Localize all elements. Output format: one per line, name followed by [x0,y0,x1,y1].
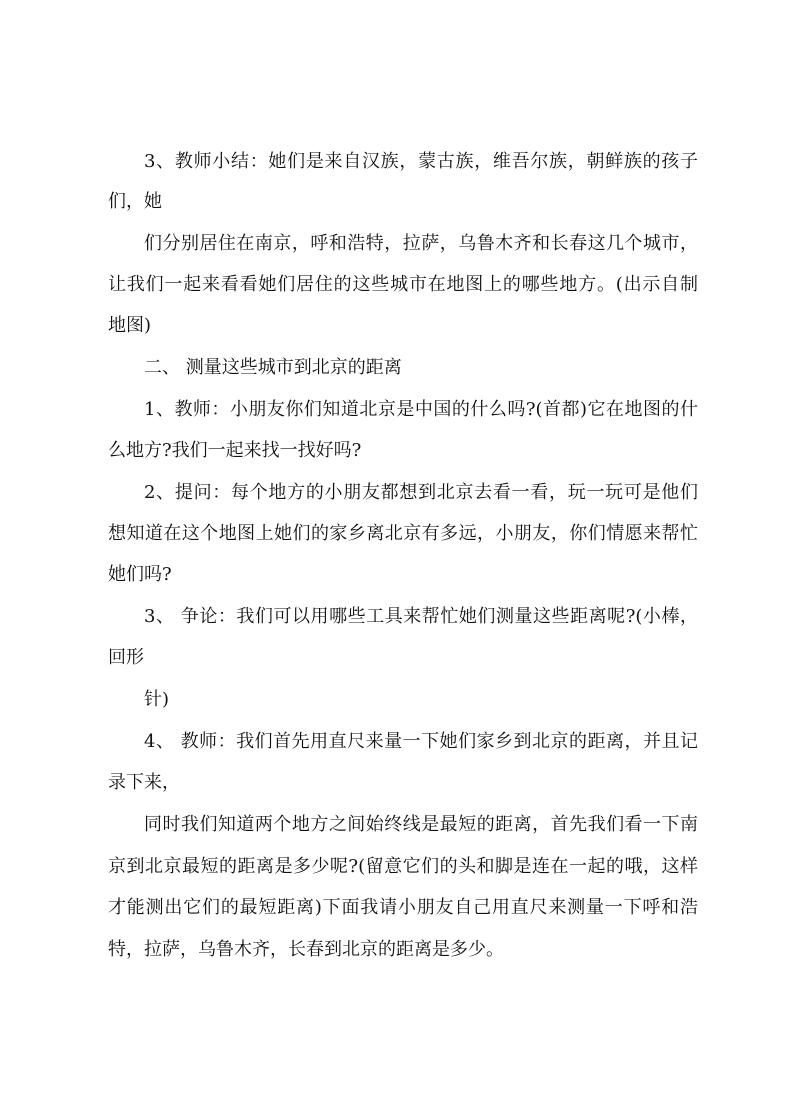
paragraph-line: 4、 教师：我们首先用直尺来量一下她们家乡到北京的距离，并且记 [144,731,698,752]
paragraph-line: 们，她 [108,191,162,212]
paragraph-line: 想知道在这个地图上她们的家乡离北京有多远，小朋友，你们情愿来帮忙 [108,523,698,544]
paragraph-line: 同时我们知道两个地方之间始终线是最短的距离，首先我们看一下南 [144,814,698,835]
paragraph-line: 特，拉萨，乌鲁木齐，长春到北京的距离是多少。 [108,939,504,960]
paragraph-line: 么地方?我们一起来找一找好吗? [108,440,362,461]
paragraph-line: 让我们一起来看看她们居住的这些城市在地图上的哪些地方。(出示自制 [108,274,698,295]
paragraph-line: 她们吗? [108,564,172,585]
paragraph-line: 京到北京最短的距离是多少呢?(留意它们的头和脚是连在一起的哦，这样 [108,856,698,877]
paragraph-line: 才能测出它们的最短距离)下面我请小朋友自己用直尺来测量一下呼和浩 [108,897,698,918]
paragraph-line: 录下来， [108,772,180,793]
paragraph-line: 针) [144,689,170,710]
paragraph-line: 们分别居住在南京，呼和浩特，拉萨，乌鲁木齐和长春这几个城市， [144,233,698,254]
paragraph-line: 地图) [108,315,152,336]
paragraph-line: 2、提问：每个地方的小朋友都想到北京去看一看，玩一玩可是他们 [144,482,698,503]
paragraph-line: 1、教师：小朋友你们知道北京是中国的什么吗?(首都)它在地图的什 [144,399,698,420]
section-heading: 二、 测量这些城市到北京的距离 [144,357,402,378]
paragraph-line: 回形 [108,647,144,668]
paragraph-line: 3、教师小结：她们是来自汉族，蒙古族，维吾尔族，朝鲜族的孩子 [144,151,698,172]
paragraph-line: 3、 争论：我们可以用哪些工具来帮忙她们测量这些距离呢?(小棒， [144,606,698,627]
